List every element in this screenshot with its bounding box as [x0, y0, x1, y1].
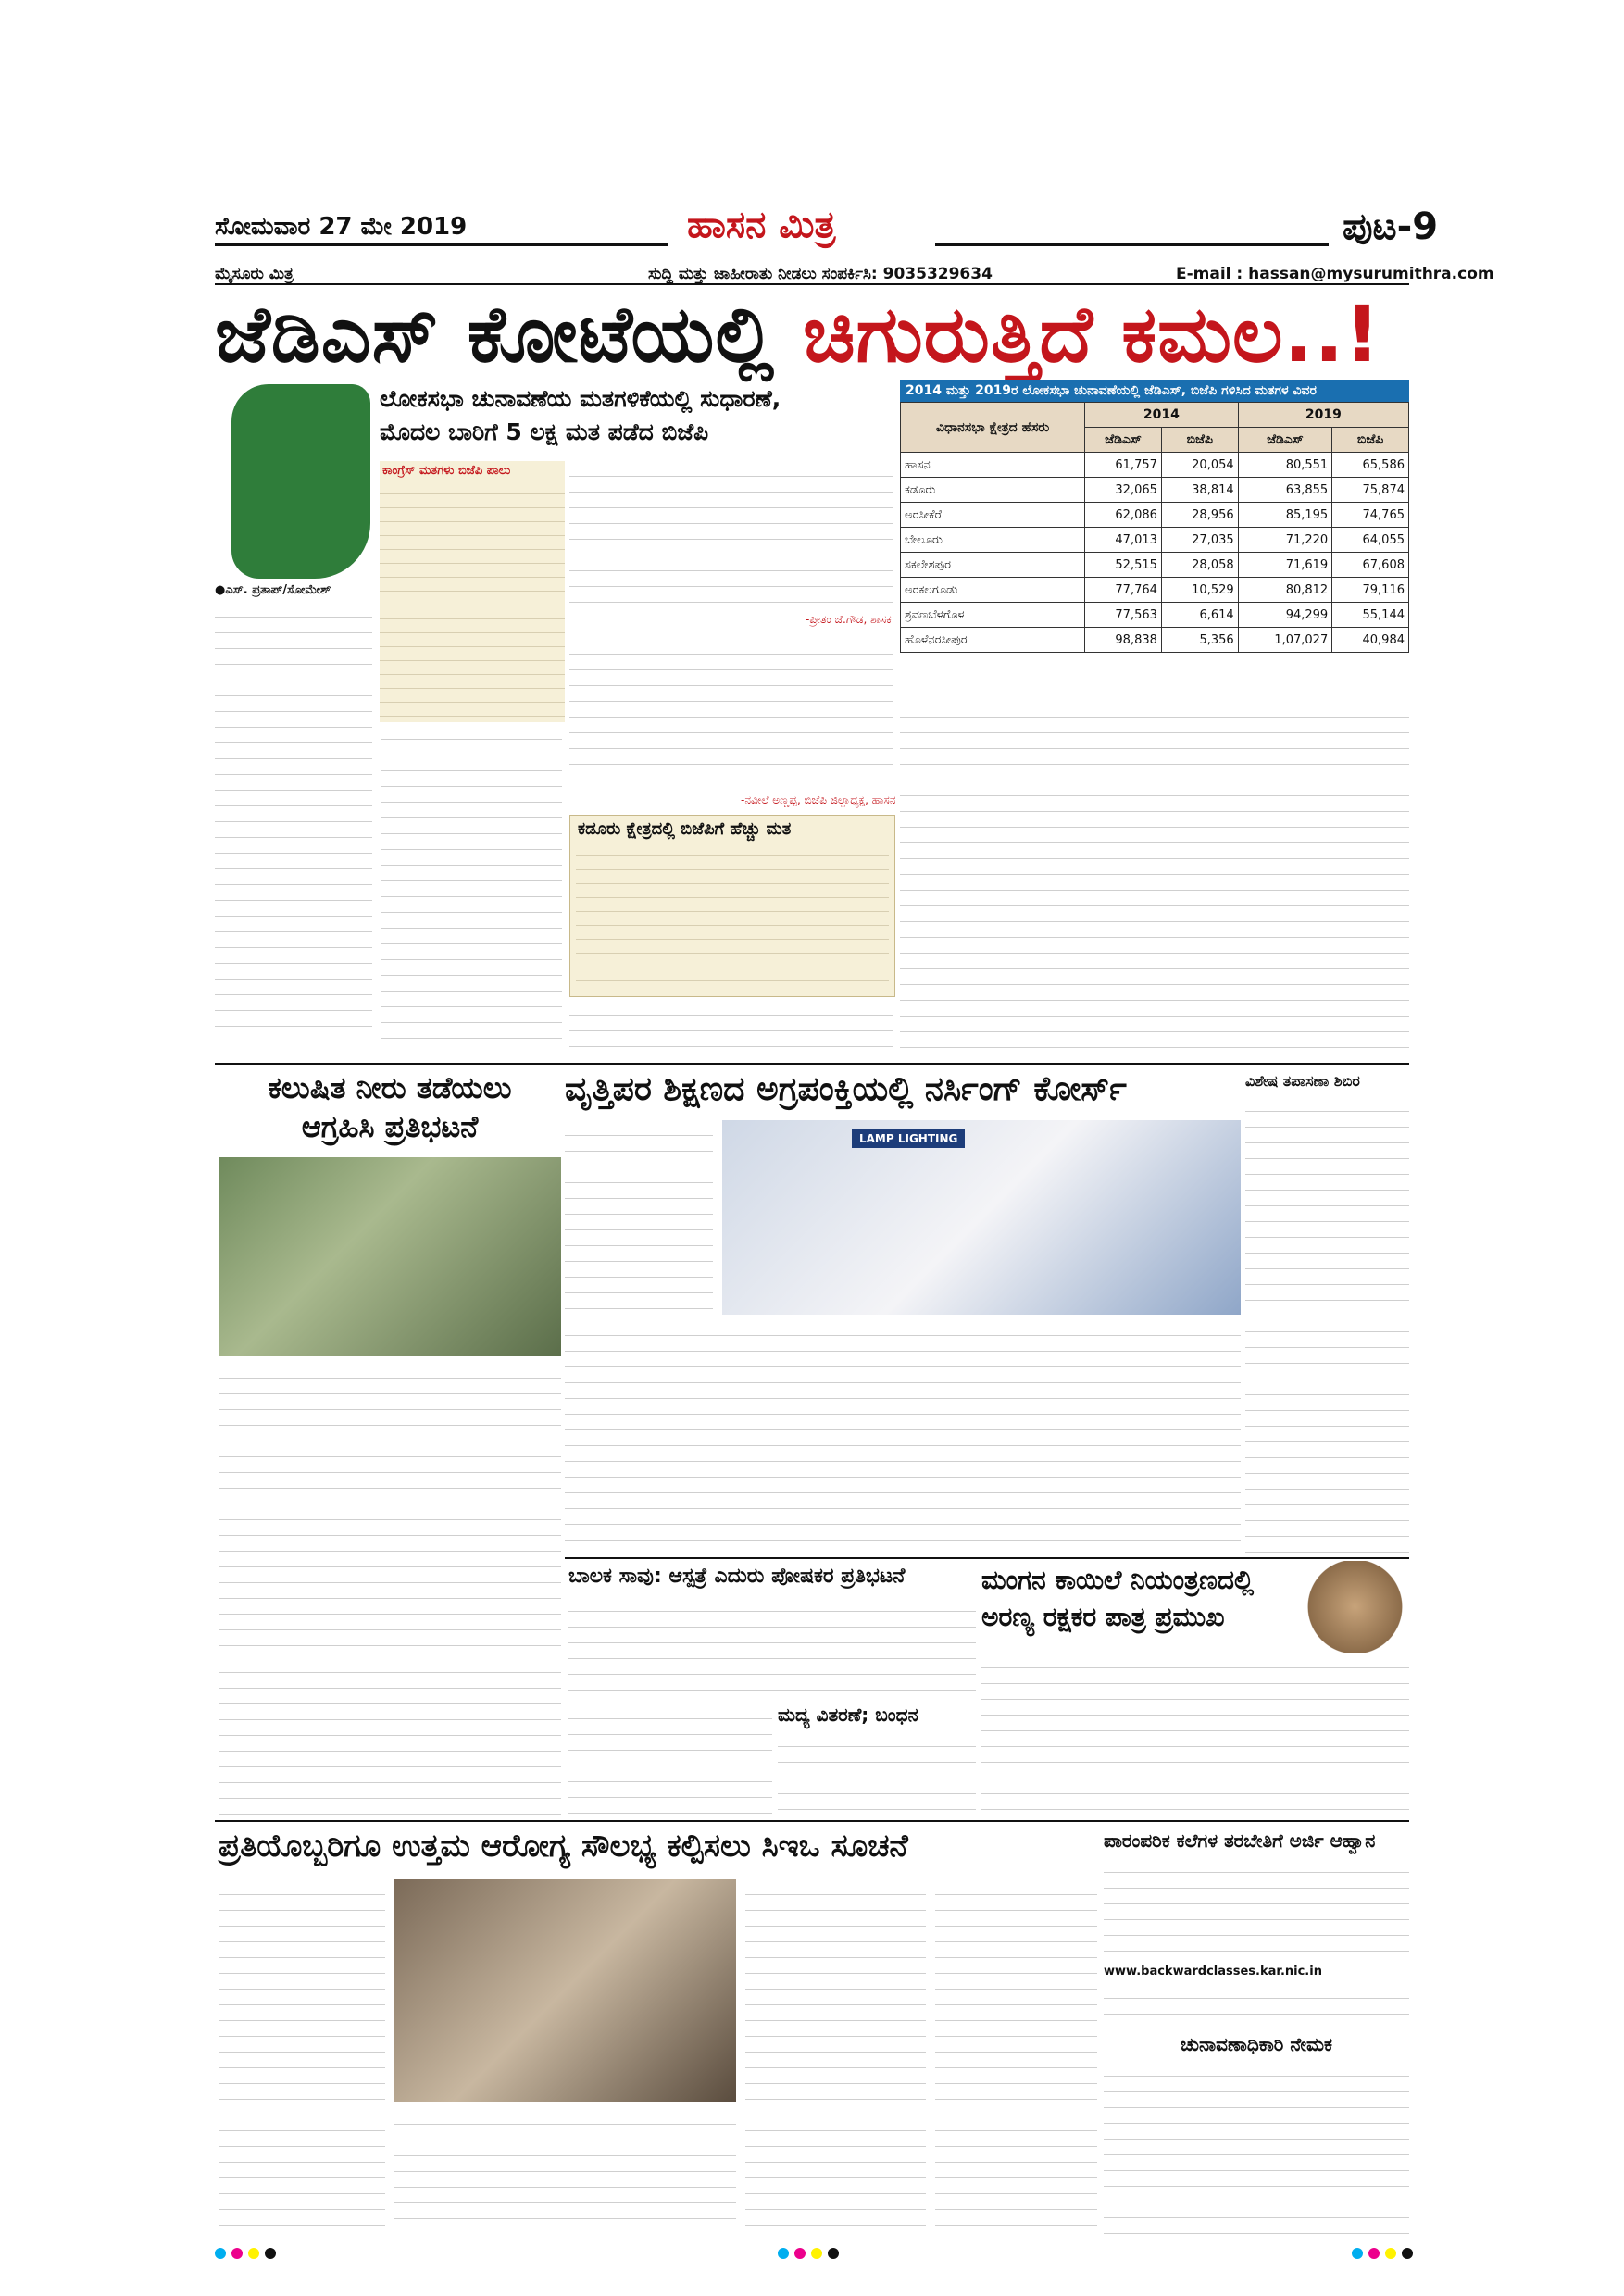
nursing-text-1	[565, 1120, 713, 1310]
votes-cell-bjp14: 20,054	[1161, 453, 1238, 478]
votes-cell-jds14: 61,757	[1085, 453, 1162, 478]
votes-cell-name: ಅರಕಲಗೂಡು	[901, 578, 1085, 603]
votes-cell-jds19: 1,07,027	[1238, 628, 1332, 653]
votes-cell-name: ಕಡೂರು	[901, 478, 1085, 503]
quote-1	[569, 461, 893, 609]
votes-table-row	[901, 553, 1409, 578]
training-text	[1104, 1857, 1409, 1959]
print-marks-right	[1352, 2245, 1418, 2263]
votes-cell-bjp19: 40,984	[1332, 628, 1409, 653]
votes-cell-jds19: 71,619	[1238, 553, 1332, 578]
votes-table-row	[901, 478, 1409, 503]
lead-headline-part1: ಜೆಡಿಎಸ್ ಕೋಟೆಯಲ್ಲಿ	[215, 289, 775, 380]
water-story-text-2	[219, 1657, 561, 1815]
child-story-text	[568, 1596, 976, 1698]
votes-table	[900, 402, 1409, 653]
votes-cell-name: ಬೇಲೂರು	[901, 528, 1085, 553]
district-map-image	[231, 384, 370, 579]
water-headline-1: ಕಲುಷಿತ ನೀರು ತಡೆಯಲು	[268, 1070, 512, 1105]
votes-cell-bjp14: 27,035	[1161, 528, 1238, 553]
votes-cell-bjp14: 5,356	[1161, 628, 1238, 653]
congress-votes-box	[380, 461, 565, 720]
col-jds-2014: ಜೆಡಿಎಸ್	[1085, 428, 1162, 453]
print-marks-center	[778, 2245, 844, 2263]
votes-cell-bjp14: 28,058	[1161, 553, 1238, 578]
nursing-text-2	[565, 1320, 1241, 1552]
votes-cell-jds14: 32,065	[1085, 478, 1162, 503]
contact-line: ಸುದ್ದಿ ಮತ್ತು ಜಾಹೀರಾತು ನೀಡಲು ಸಂಪರ್ಕಿಸಿ: 9035329634	[648, 265, 993, 283]
col-year-2019: 2019	[1238, 403, 1408, 428]
election-officer-headline: ಚುನಾವಣಾಧಿಕಾರಿ ನೇಮಕ	[1180, 2033, 1333, 2055]
col-jds-2019: ಜೆಡಿಎಸ್	[1238, 428, 1332, 453]
water-story-text	[219, 1363, 561, 1654]
water-headline-2: ಆಗ್ರಹಿಸಿ ಪ್ರತಿಭಟನೆ	[301, 1109, 479, 1144]
monkey-story-text	[981, 1653, 1409, 1815]
col-year-2014: 2014	[1085, 403, 1239, 428]
monkey-headline-2: ಅರಣ್ಯ ರಕ್ಷಕರ ಪಾತ್ರ ಪ್ರಮುಖ	[981, 1602, 1225, 1632]
votes-cell-bjp14: 28,956	[1161, 503, 1238, 528]
votes-cell-jds14: 77,764	[1085, 578, 1162, 603]
edition-label: ಮೈಸೂರು ಮಿತ್ರ	[215, 265, 294, 283]
votes-cell-bjp19: 55,144	[1332, 603, 1409, 628]
kadur-box	[569, 815, 895, 997]
health-headline: ಪ್ರತಿಯೊಬ್ಬರಿಗೂ ಉತ್ತಮ ಆರೋಗ್ಯ ಸೌಲಭ್ಯ ಕಲ್ಪಿಸಲು ಸಿಇಒ ಸೂಚನೆ	[219, 1828, 908, 1865]
election-officer-text	[1104, 2061, 1409, 2234]
page-number: ಪುಟ-9	[1343, 206, 1439, 248]
child-headline: ಬಾಲಕ ಸಾವು: ಆಸ್ಪತ್ರೆ ಎದುರು ಪೋಷಕರ ಪ್ರತಿಭಟನೆ	[568, 1565, 906, 1588]
child-story-text-2	[568, 1703, 772, 1815]
nursing-photo-sign: LAMP LIGHTING	[852, 1129, 965, 1148]
print-marks-left	[215, 2245, 281, 2263]
quote-2-attribution: -ನವೀಲೆ ಅಣ್ಣಪ್ಪ, ಬಿಜೆಪಿ ಜಿಲ್ಲಾಧ್ಯಕ್ಷ, ಹಾಸನ	[741, 793, 896, 806]
votes-cell-name: ಅರಸೀಕೆರೆ	[901, 503, 1085, 528]
votes-cell-jds19: 71,220	[1238, 528, 1332, 553]
monkey-photo	[1301, 1561, 1409, 1663]
section-divider-3	[215, 1820, 1409, 1822]
votes-cell-bjp14: 38,814	[1161, 478, 1238, 503]
health-text-4	[935, 1879, 1097, 2234]
col-constituency-header: ವಿಧಾನಸಭಾ ಕ್ಷೇತ್ರದ ಹೆಸರು	[901, 403, 1085, 453]
votes-cell-jds14: 98,838	[1085, 628, 1162, 653]
section-divider-2	[565, 1557, 1409, 1559]
masthead-rule-left	[215, 243, 668, 246]
votes-table-row	[901, 503, 1409, 528]
col-bjp-2014: ಬಿಜೆಪಿ	[1161, 428, 1238, 453]
votes-cell-jds19: 94,299	[1238, 603, 1332, 628]
quote-1-attribution: -ಪ್ರೀತಂ ಜೆ.ಗೌಡ, ಶಾಸಕ	[806, 613, 892, 626]
lead-headline	[215, 289, 1409, 381]
lead-subhead-2: ಮೊದಲ ಬಾರಿಗೆ 5 ಲಕ್ಷ ಮತ ಪಡೆದ ಬಿಜೆಪಿ	[380, 418, 709, 445]
votes-cell-bjp14: 10,529	[1161, 578, 1238, 603]
training-url[interactable]: www.backwardclasses.kar.nic.in	[1104, 1965, 1322, 1978]
section-divider-1	[215, 1063, 1409, 1065]
votes-cell-bjp19: 67,608	[1332, 553, 1409, 578]
votes-cell-jds14: 47,013	[1085, 528, 1162, 553]
votes-cell-jds19: 80,812	[1238, 578, 1332, 603]
votes-cell-name: ಹೊಳೆನರಸೀಪುರ	[901, 628, 1085, 653]
votes-cell-jds19: 85,195	[1238, 503, 1332, 528]
votes-cell-bjp19: 64,055	[1332, 528, 1409, 553]
liquor-story-text	[778, 1731, 976, 1815]
lead-column-3	[569, 1000, 893, 1057]
lead-column-2	[381, 724, 562, 1055]
lead-subhead-1: ಲೋಕಸಭಾ ಚುನಾವಣೆಯ ಮತಗಳಿಕೆಯಲ್ಲಿ ಸುಧಾರಣೆ,	[380, 385, 781, 412]
camp-text	[1245, 1096, 1409, 1559]
protest-photo	[219, 1157, 561, 1356]
kadur-box-text	[576, 842, 889, 986]
paper-name: ಹಾಸನ ಮಿತ್ರ	[687, 204, 836, 246]
congress-box-title: ಕಾಂಗ್ರೆಸ್ ಮತಗಳು ಬಿಜೆಪಿ ಪಾಲು	[382, 464, 511, 478]
votes-cell-bjp19: 79,116	[1332, 578, 1409, 603]
votes-cell-name: ಶ್ರವಣಬೆಳಗೊಳ	[901, 603, 1085, 628]
votes-cell-jds14: 52,515	[1085, 553, 1162, 578]
health-text-3	[745, 1879, 926, 2234]
votes-table-row	[901, 578, 1409, 603]
votes-cell-jds19: 80,551	[1238, 453, 1332, 478]
votes-cell-bjp14: 6,614	[1161, 603, 1238, 628]
votes-table-block	[900, 380, 1409, 694]
nursing-headline: ವೃತ್ತಿಪರ ಶಿಕ್ಷಣದ ಅಗ್ರಪಂಕ್ತಿಯಲ್ಲಿ ನರ್ಸಿಂಗ್ ಕೋರ್ಸ್	[565, 1070, 1127, 1108]
votes-table-title: 2014 ಮತ್ತು 2019ರ ಲೋಕಸಭಾ ಚುನಾವಣೆಯಲ್ಲಿ ಜೆಡಿಎಸ್, ಬಿಜೆಪಿ ಗಳಿಸಿದ ಮತಗಳ ವಿವರ	[900, 380, 1409, 402]
monkey-headline-1: ಮಂಗನ ಕಾಯಿಲೆ ನಿಯಂತ್ರಣದಲ್ಲಿ	[981, 1565, 1255, 1595]
lead-column-4	[900, 702, 1409, 1058]
health-text-2	[394, 2109, 736, 2234]
votes-cell-bjp19: 65,586	[1332, 453, 1409, 478]
training-headline: ಪಾರಂಪರಿಕ ಕಲೆಗಳ ತರಬೇತಿಗೆ ಅರ್ಜಿ ಆಹ್ವಾನ	[1104, 1829, 1376, 1852]
votes-cell-bjp19: 75,874	[1332, 478, 1409, 503]
votes-cell-name: ಸಕಲೇಶಪುರ	[901, 553, 1085, 578]
votes-table-row	[901, 628, 1409, 653]
lead-headline-part2: ಚಿಗುರುತ್ತಿದೆ ಕಮಲ..!	[803, 289, 1381, 380]
liquor-headline: ಮದ್ಯ ವಿತರಣೆ; ಬಂಧನ	[778, 1703, 918, 1726]
camp-headline: ವಿಶೇಷ ತಪಾಸಣಾ ಶಿಬಿರ	[1245, 1072, 1360, 1090]
congress-box-text	[380, 480, 565, 722]
votes-cell-bjp19: 74,765	[1332, 503, 1409, 528]
lead-byline: ●ಎಸ್. ಪ್ರತಾಪ್/ಸೋಮೇಶ್	[215, 583, 331, 597]
kadur-box-title: ಕಡೂರು ಕ್ಷೇತ್ರದಲ್ಲಿ ಬಿಜೆಪಿಗೆ ಹೆಚ್ಚು ಮತ	[578, 819, 792, 839]
nursing-photo	[722, 1120, 1241, 1315]
quote-2	[569, 639, 893, 792]
votes-table-row	[901, 603, 1409, 628]
meeting-photo	[394, 1879, 736, 2102]
issue-date: ಸೋಮವಾರ 27 ಮೇ 2019	[215, 213, 468, 241]
votes-cell-jds14: 77,563	[1085, 603, 1162, 628]
header-divider	[215, 283, 1409, 285]
votes-cell-jds14: 62,086	[1085, 503, 1162, 528]
email-line: E-mail : hassan@mysurumithra.com	[1176, 265, 1494, 283]
masthead-rule-right	[935, 243, 1329, 246]
col-bjp-2019: ಬಿಜೆಪಿ	[1332, 428, 1409, 453]
health-text-1	[219, 1879, 385, 2231]
votes-table-row	[901, 453, 1409, 478]
votes-cell-name: ಹಾಸನ	[901, 453, 1085, 478]
lead-column-1	[215, 602, 372, 1055]
votes-table-row	[901, 528, 1409, 553]
votes-cell-jds19: 63,855	[1238, 478, 1332, 503]
training-text-2	[1104, 1983, 1409, 2029]
